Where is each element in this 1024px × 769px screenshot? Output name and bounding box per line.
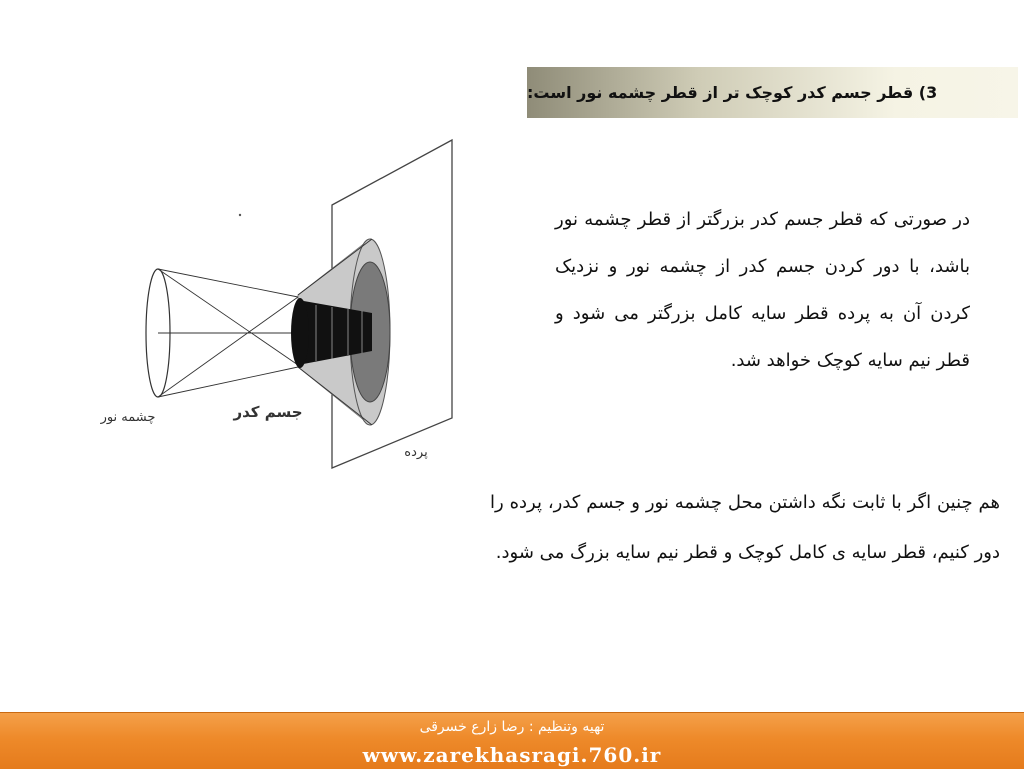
footer-website[interactable]: www.zarekhasragi.760.ir	[362, 743, 662, 767]
footer-bar	[0, 712, 1024, 769]
label-light-source: چشمه نور	[100, 410, 156, 425]
slide-title: 3) قطر جسم کدر کوچک تر از قطر چشمه نور است:	[527, 83, 938, 102]
paragraph-2: هم چنین اگر با ثابت نگه داشتن محل چشمه نور و جسم کدر، پرده را دور کنیم، قطر سایه ی کامل کوچک و قطر نیم سایه بزرگ می شود.	[490, 492, 1000, 563]
footer-credit: تهیه وتنظیم : رضا زارع خسرقی	[419, 719, 605, 735]
slide-title-bar	[527, 67, 1018, 118]
opaque-body	[291, 298, 309, 368]
stray-dot	[239, 214, 241, 216]
label-opaque-body: جسم کدر	[233, 403, 303, 421]
paragraph-1: در صورتی که قطر جسم کدر بزرگتر از قطر چشمه نور باشد، با دور کردن جسم کدر از چشمه نور و نزدیک کردن آن به پرده قطر سایه کامل بزرگتر می شود و قطر نیم سایه کوچک خواهد شد.	[555, 209, 970, 371]
label-screen: پرده	[404, 445, 428, 460]
shadow-diagram	[80, 135, 500, 480]
